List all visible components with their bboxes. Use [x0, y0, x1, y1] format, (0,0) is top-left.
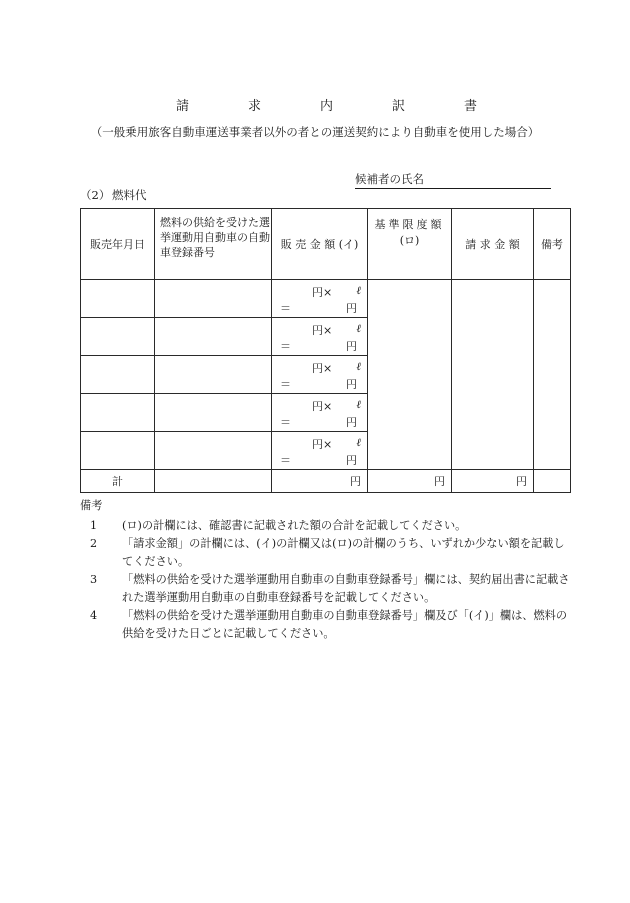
candidate-name-field[interactable] [355, 171, 551, 189]
note-item [80, 571, 570, 607]
note-text: 「燃料の供給を受けた選挙運動用自動車の自動車登録番号」欄には、契約届出書に記載された選挙運動用自動車の自動車登録番号を記載してください。 [122, 573, 570, 604]
liter-unit: ℓ [356, 360, 361, 373]
sale-date-cell[interactable] [81, 280, 155, 318]
limit-cell[interactable] [368, 280, 452, 470]
claim-cell[interactable] [452, 280, 534, 470]
section-heading [80, 187, 147, 203]
yen-times-text: 円× [312, 438, 333, 451]
note-number: 1 [90, 519, 98, 532]
yen-unit: 円 [346, 454, 357, 467]
equals-sign: ＝ [280, 340, 291, 353]
sale-date-cell[interactable] [81, 394, 155, 432]
yen-unit: 円 [346, 416, 357, 429]
note-number: 4 [90, 609, 98, 622]
liter-unit: ℓ [356, 398, 361, 411]
fuel-cost-table [80, 208, 571, 493]
candidate-name-label: 候補者の氏名 [355, 172, 424, 186]
header-sale-amount: 販 売 金 額 (イ) [272, 209, 368, 280]
note-item [80, 607, 570, 643]
vehicle-number-cell[interactable] [155, 356, 272, 394]
liter-unit: ℓ [356, 436, 361, 449]
header-limit [368, 209, 452, 280]
sale-amount-cell[interactable] [272, 280, 368, 318]
sale-date-cell[interactable] [81, 356, 155, 394]
yen-unit: 円 [346, 302, 357, 315]
header-claim-amount: 請 求 金 額 [452, 209, 534, 280]
note-text: (ロ)の計欄には、確認書に記載された額の合計を記載してください。 [122, 519, 467, 532]
table-header-row [81, 209, 571, 280]
section-label: 燃料代 [112, 188, 147, 202]
vehicle-number-cell[interactable] [155, 280, 272, 318]
total-row [81, 470, 571, 493]
header-sale-date: 販売年月日 [81, 209, 155, 280]
header-vehicle-number: 燃料の供給を受けた選挙運動用自動車の自動車登録番号 [155, 209, 272, 280]
notes-section [80, 497, 570, 643]
equals-sign: ＝ [280, 378, 291, 391]
sale-amount-cell[interactable] [272, 432, 368, 470]
notes-heading: 備考 [80, 499, 103, 512]
vehicle-number-cell[interactable] [155, 318, 272, 356]
yen-times-text: 円× [312, 400, 333, 413]
total-remarks[interactable] [534, 470, 571, 493]
yen-unit: 円 [346, 340, 357, 353]
sale-amount-cell[interactable] [272, 356, 368, 394]
sale-amount-cell[interactable] [272, 394, 368, 432]
equals-sign: ＝ [280, 416, 291, 429]
page-title: 請 求 内 訳 書 [175, 99, 500, 114]
sale-amount-cell[interactable] [272, 318, 368, 356]
page-subtitle: （一般乗用旅客自動車運送事業者以外の者との運送契約により自動車を使用した場合） [90, 125, 540, 139]
total-sale-amount[interactable]: 円 [272, 470, 368, 493]
liter-unit: ℓ [356, 284, 361, 297]
liter-unit: ℓ [356, 322, 361, 335]
vehicle-number-cell[interactable] [155, 394, 272, 432]
total-vehicle-cell [155, 470, 272, 493]
remarks-cell[interactable] [534, 280, 571, 470]
header-limit-label: 基準限度額 [374, 218, 445, 231]
total-label: 計 [81, 470, 155, 493]
note-text: 「燃料の供給を受けた選挙運動用自動車の自動車登録番号」欄及び「(イ)」欄は、燃料の供給を受けた日ごとに記載してください。 [122, 609, 568, 640]
yen-times-text: 円× [312, 286, 333, 299]
note-number: 2 [90, 537, 98, 550]
table-row [81, 280, 571, 318]
note-item [80, 517, 570, 535]
header-limit-mark: (ロ) [399, 234, 420, 247]
total-claim[interactable]: 円 [452, 470, 534, 493]
yen-unit: 円 [346, 378, 357, 391]
section-number: （2） [80, 188, 111, 202]
total-limit[interactable]: 円 [368, 470, 452, 493]
vehicle-number-cell[interactable] [155, 432, 272, 470]
equals-sign: ＝ [280, 302, 291, 315]
yen-times-text: 円× [312, 324, 333, 337]
header-remarks: 備考 [534, 209, 571, 280]
note-number: 3 [90, 573, 98, 586]
yen-times-text: 円× [312, 362, 333, 375]
note-text: 「請求金額」の計欄には、(イ)の計欄又は(ロ)の計欄のうち、いずれか少ない額を記載してください。 [122, 537, 565, 568]
equals-sign: ＝ [280, 454, 291, 467]
sale-date-cell[interactable] [81, 432, 155, 470]
sale-date-cell[interactable] [81, 318, 155, 356]
note-item [80, 535, 570, 571]
